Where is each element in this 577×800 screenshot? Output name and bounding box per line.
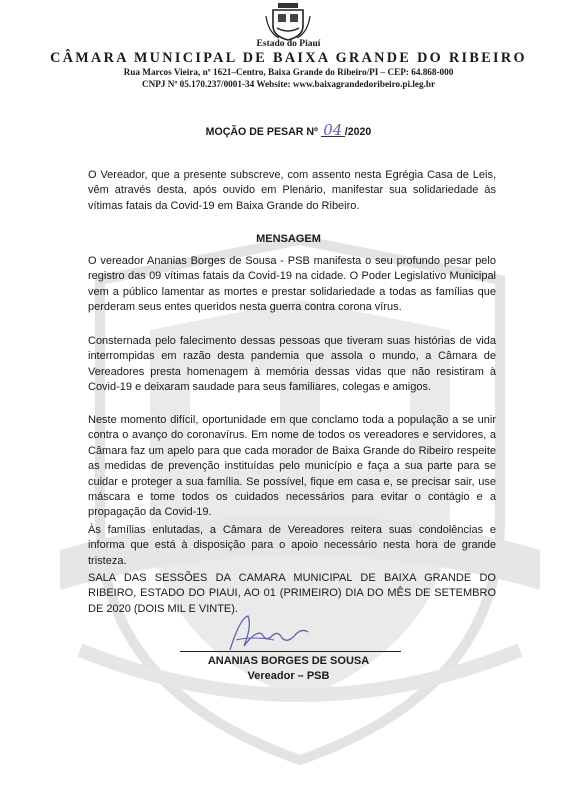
message-heading: MENSAGEM	[256, 233, 321, 245]
chamber-address: Rua Marcos Vieira, nº 1621–Centro, Baixa Grande do Ribeiro/PI – CEP: 64.868-000	[123, 67, 454, 77]
session-closing-paragraph: SALA DAS SESSÕES DA CAMARA MUNICIPAL DE BAIXA GRANDE DO RIBEIRO, ESTADO DO PIAUI, AO 01 (PRIMEIRO) DIA DO MÊS DE SETEMBRO DE 2020 (DOIS MIL E VINTE).	[88, 572, 496, 615]
chamber-contact: CNPJ Nº 05.170.237/0001-34 Website: www.baixagrandedoribeiro.pi.leg.br	[141, 79, 436, 89]
intro-paragraph: O Vereador, que a presente subscreve, com assento nesta Egrégia Casa de Leis, vêm através desta, após ouvido em Plenário, manifestar sua solidariedade às vítimas fatais da Covid-19 em Baixa Grande do Ribeiro.	[88, 169, 496, 212]
message-paragraph: Neste momento difícil, oportunidade em que conclamo toda a população a se unir contra o avanço do coronavírus. Em nome de todos os vereadores e servidores, a Câmara faz um apelo para que cada morador de Baixa Grande do Ribeiro respeite as medidas de prevenção instituídas pelo município e faça a sua parte para se cuidar e proteger a sua família. Se possível, fique em casa e, se precisar sair, use máscara e tome todos os cuidados necessários para evitar o contágio e a propagação da Covid-19.	[88, 414, 496, 519]
title-suffix: /2020	[344, 126, 372, 138]
message-paragraph: Às famílias enlutadas, a Câmara de Vereadores reitera suas condolências e informa que está à disposição para o apoio necessário nesta hora de grande tristeza.	[88, 524, 496, 567]
signer-name: ANANIAS BORGES DE SOUSA	[207, 655, 370, 667]
state-name: Estado do Piauí	[256, 39, 321, 49]
chamber-name: CÂMARA MUNICIPAL DE BAIXA GRANDE DO RIBEIRO	[50, 50, 527, 66]
title-number: 04	[321, 124, 345, 137]
signature-line	[180, 651, 401, 652]
title-prefix: MOÇÃO DE PESAR Nº	[205, 126, 318, 138]
crest-icon	[263, 2, 313, 42]
message-paragraph: Consternada pelo falecimento dessas pessoas que tiveram suas histórias de vida interrompidas em razão desta pandemia que assola o mundo, a Câmara de Vereadores presta homenagem à memória dessas vidas que não resistiram à Covid-19 e deixaram saudade para seus familiares, colegas e amigos.	[88, 335, 496, 394]
signer-role: Vereador – PSB	[247, 670, 330, 682]
message-paragraph: O vereador Ananias Borges de Sousa - PSB manifesta o seu profundo pesar pelo registro das 09 vítimas fatais da Covid-19 na cidade. O Poder Legislativo Municipal vem a público lamentar as mortes e prestar solidariedade a todas as famílias que perderam seus entes queridos nesta guerra contra corona vírus.	[88, 255, 496, 314]
handwritten-signature	[222, 612, 312, 656]
document-title	[0, 121, 577, 139]
